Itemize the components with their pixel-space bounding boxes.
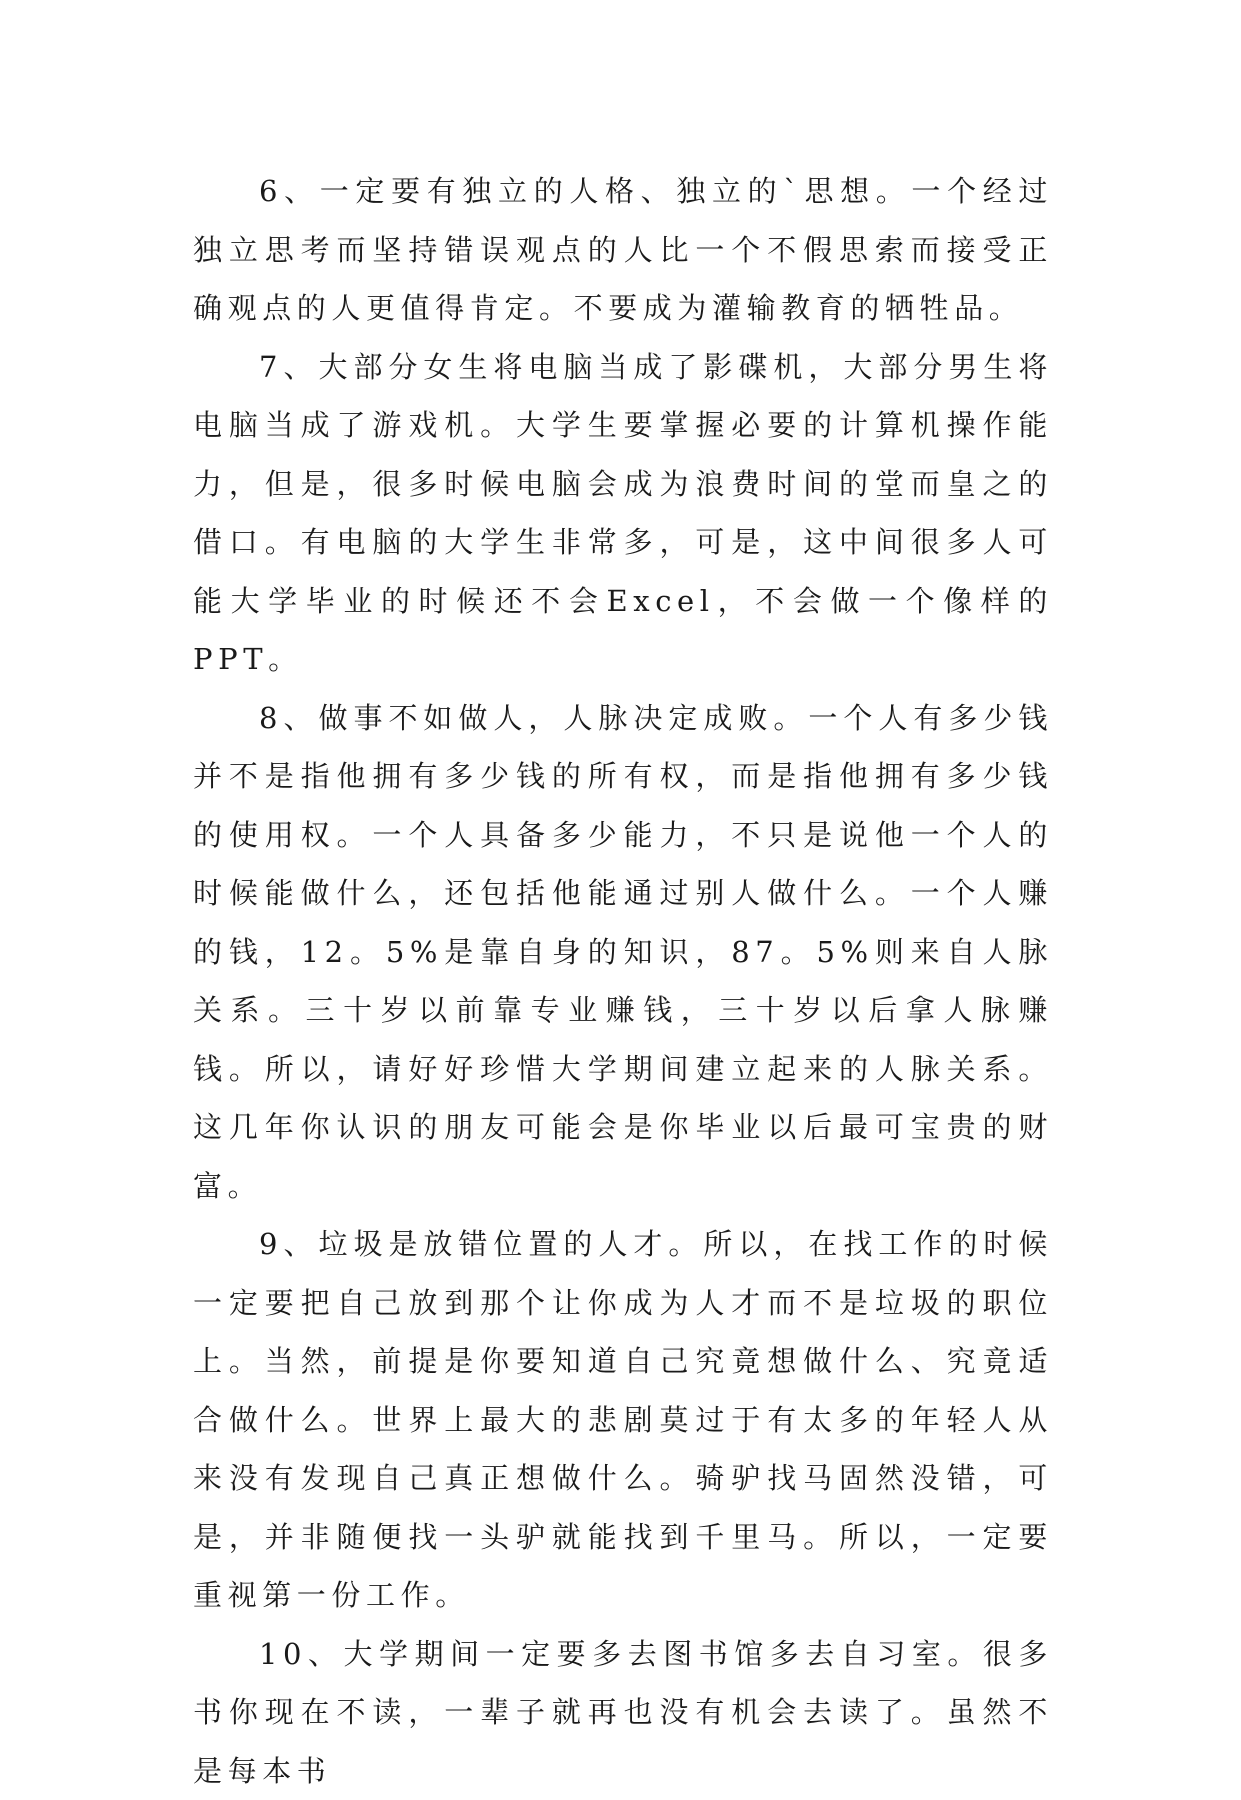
document-body: [193, 162, 1053, 1800]
paragraph-9: 9、垃圾是放错位置的人才。所以，在找工作的时候一定要把自己放到那个让你成为人才而不是垃圾的职位上。当然，前提是你要知道自己究竟想做什么、究竟适合做什么。世界上最大的悲剧莫过于有太多的年轻人从来没有发现自己真正想做什么。骑驴找马固然没错，可是，并非随便找一头驴就能找到千里马。所以，一定要重视第一份工作。: [193, 1215, 1053, 1625]
paragraph-7: 7、大部分女生将电脑当成了影碟机，大部分男生将电脑当成了游戏机。大学生要掌握必要的计算机操作能力，但是，很多时候电脑会成为浪费时间的堂而皇之的借口。有电脑的大学生非常多，可是，这中间很多人可能大学毕业的时候还不会Excel，不会做一个像样的PPT。: [193, 338, 1053, 689]
paragraph-10: 10、大学期间一定要多去图书馆多去自习室。很多书你现在不读，一辈子就再也没有机会去读了。虽然不是每本书: [193, 1625, 1053, 1800]
paragraph-8: 8、做事不如做人，人脉决定成败。一个人有多少钱并不是指他拥有多少钱的所有权，而是指他拥有多少钱的使用权。一个人具备多少能力，不只是说他一个人的时候能做什么，还包括他能通过别人做什么。一个人赚的钱，12。5%是靠自身的知识，87。5%则来自人脉关系。三十岁以前靠专业赚钱，三十岁以后拿人脉赚钱。所以，请好好珍惜大学期间建立起来的人脉关系。这几年你认识的朋友可能会是你毕业以后最可宝贵的财富。: [193, 689, 1053, 1216]
paragraph-6: 6、一定要有独立的人格、独立的`思想。一个经过独立思考而坚持错误观点的人比一个不假思索而接受正确观点的人更值得肯定。不要成为灌输教育的牺牲品。: [193, 162, 1053, 338]
